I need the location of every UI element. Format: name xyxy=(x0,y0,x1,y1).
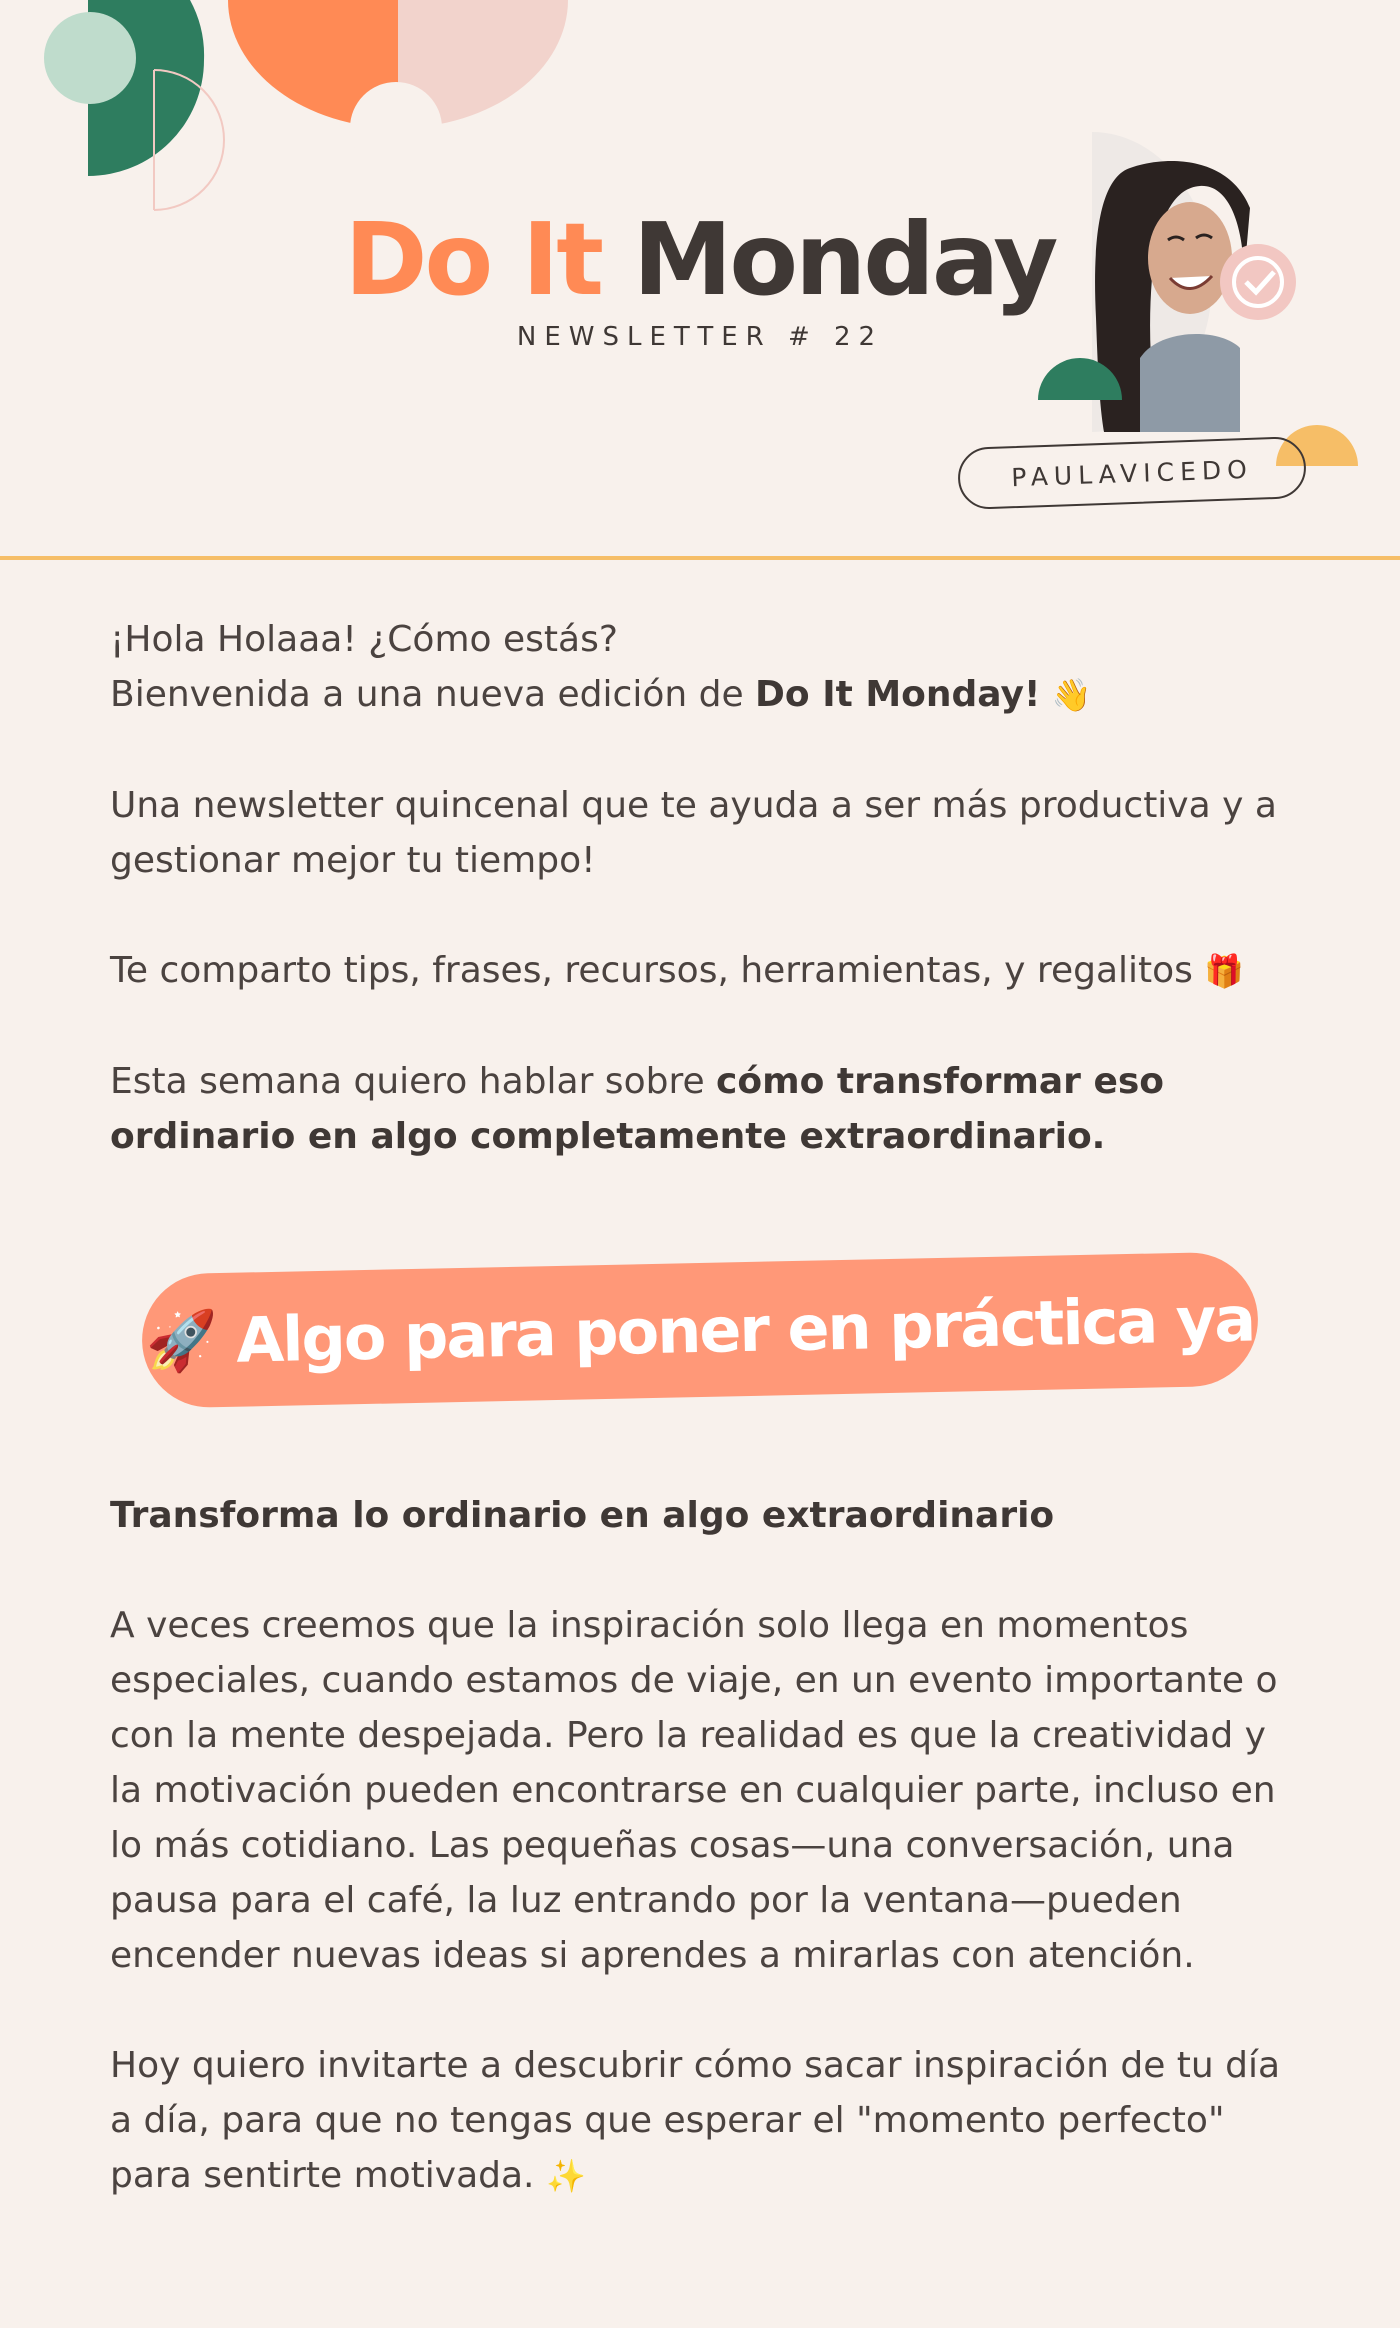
title-part-dark: Monday xyxy=(632,201,1056,318)
author-photo xyxy=(1030,128,1360,448)
offer-text: Te comparto tips, frases, recursos, herramientas, y regalitos xyxy=(110,950,1193,991)
section-banner-label: Algo para poner en práctica ya xyxy=(235,1281,1255,1377)
article-paragraph-2-text: Hoy quiero invitarte a descubrir cómo sacar inspiración de tu día a día, para que no tengas que esperar el "momento perfecto" para sentirte motivada. xyxy=(110,2045,1281,2196)
article-paragraph-2 xyxy=(110,2038,1300,2204)
intro-section xyxy=(110,612,1300,1219)
newsletter-issue-label: NEWSLETTER # 22 xyxy=(516,322,884,352)
header-divider xyxy=(0,556,1400,560)
decorative-shapes-left xyxy=(40,0,240,220)
newsletter-header xyxy=(0,0,1400,556)
topic-text: Esta semana quiero hablar sobre xyxy=(110,1061,717,1102)
wave-emoji-icon: 👋 xyxy=(1051,676,1092,714)
section-banner xyxy=(141,1251,1260,1408)
title-part-orange: Do It xyxy=(344,201,602,318)
article-heading: Transforma lo ordinario en algo extraordinario xyxy=(110,1495,1055,1536)
intro-greeting xyxy=(110,612,1300,723)
rocket-icon: 🚀 xyxy=(145,1305,219,1376)
author-badge: PAULAVICEDO xyxy=(957,436,1307,510)
sparkle-emoji-icon: ✨ xyxy=(545,2157,586,2195)
intro-topic xyxy=(110,1054,1300,1164)
intro-offer xyxy=(110,943,1300,999)
topic-highlight: cómo transformar eso ordinario en algo completamente extraordinario. xyxy=(110,1061,1165,1157)
greeting-line: ¡Hola Holaaa! ¿Cómo estás? xyxy=(110,619,618,660)
welcome-brand: Do It Monday! xyxy=(755,674,1041,715)
decorative-half-circle-top xyxy=(228,0,568,180)
intro-description: Una newsletter quincenal que te ayuda a ser más productiva y a gestionar mejor tu tiempo! xyxy=(110,785,1277,881)
gift-emoji-icon: 🎁 xyxy=(1204,952,1245,990)
article-paragraph-1: A veces creemos que la inspiración solo llega en momentos especiales, cuando estamos de viaje, en un evento importante o con la mente despejada. Pero la realidad es que la creatividad y la motivación pueden encontrarse en cualquier parte, incluso en lo más cotidiano. Las pequeñas cosas—una conversación, una pausa para el café, la luz entrando por la ventana—pueden encender nuevas ideas si aprendes a mirarlas con atención. xyxy=(110,1605,1278,1976)
article-section xyxy=(110,1488,1300,2259)
welcome-text: Bienvenida a una nueva edición de xyxy=(110,674,756,715)
